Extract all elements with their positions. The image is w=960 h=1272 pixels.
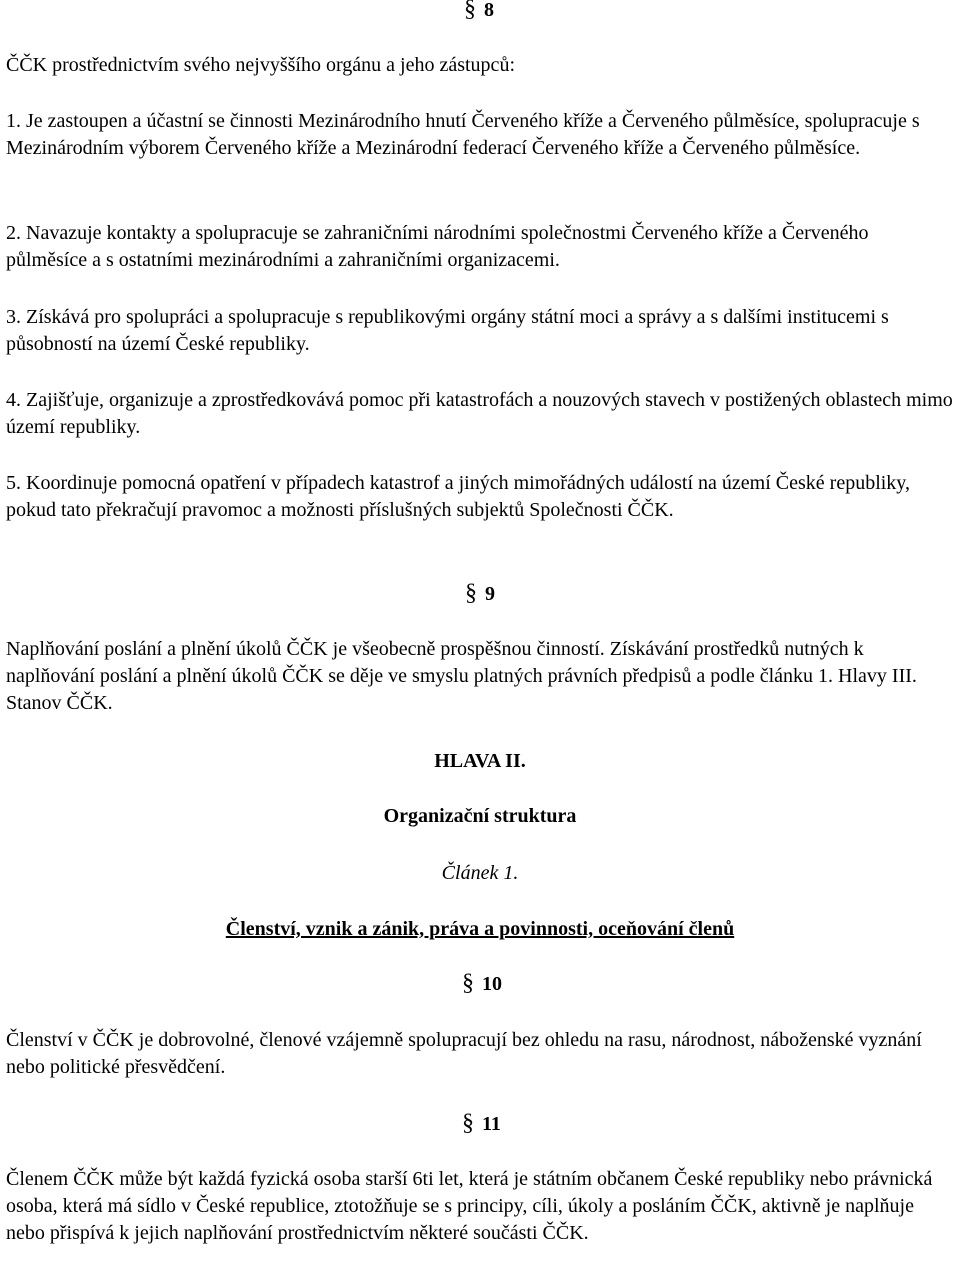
list-item [6,304,954,358]
paragraph-11-text: Členem ČČK může být každá fyzická osoba starší 6ti let, která je státním občanem České republiky nebo právnická osoba, která má sídlo v České republice, ztotožňuje se s principy, cíli, úkoly a posláním ČČK, aktivně je naplňuje nebo přispívá k jejich naplňování prostřednictvím některé součásti ČČK. [6,1168,933,1244]
section-8-heading [464,0,494,24]
chapter-title: Organizační struktura [383,805,577,827]
article-heading: Článek 1. [441,862,519,884]
item-2-text: 2. Navazuje kontakty a spolupracuje se zahraničními národními společnostmi Červeného kříže a Červeného půlměsíce a s ostatními mezinárodními a zahraničními organizacemi. [6,222,869,271]
item-5-text: 5. Koordinuje pomocná opatření v případech katastrof a jiných mimořádných událostí na území České republiky, pokud tato překračují pravomoc a možnosti příslušných subjektů Společnosti ČČK. [6,472,911,521]
item-1-text: 1. Je zastoupen a účastní se činnosti Mezinárodního hnutí Červeného kříže a Červeného půlměsíce, spolupracuje s Mezinárodním výborem Červeného kříže a Mezinárodní federací Červeného kříže a Červeného půlměsíce. [6,110,920,159]
section-symbol: § [462,970,474,996]
paragraph-9-text: Naplňování poslání a plnění úkolů ČČK je všeobecně prospěšnou činností. Získávání prostředků nutných k naplňování poslání a plnění úkolů ČČK se děje ve smyslu platných právních předpisů a podle článku 1. Hlavy III. Stanov ČČK. [6,638,917,714]
intro-text: ČČK prostřednictvím svého nejvyššího orgánu a jeho zástupců: [6,54,515,76]
section-number: 9 [485,583,495,605]
section-11-heading [462,1110,501,1138]
list-item [6,108,954,162]
paragraph-11 [6,1166,954,1247]
section-symbol: § [465,580,477,606]
paragraph-9 [6,636,954,717]
paragraph-10-text: Členství v ČČK je dobrovolné, členové vzájemně spolupracují bez ohledu na rasu, národnost, náboženské vyznání nebo politické přesvědčení. [6,1029,922,1078]
paragraph-10 [6,1027,954,1081]
chapter-heading: HLAVA II. [434,750,526,772]
item-3-text: 3. Získává pro spolupráci a spolupracuje s republikovými orgány státní moci a správy a s dalšími institucemi s působností na území České republiky. [6,306,889,355]
section-number: 10 [482,973,502,995]
section-number: 8 [484,0,494,21]
section-9-heading [465,580,495,608]
article-title: Členství, vznik a zánik, práva a povinnosti, oceňování členů [225,918,735,940]
list-item [6,220,954,274]
section-symbol: § [462,1110,474,1136]
section-symbol: § [464,0,476,22]
section-10-heading [462,970,502,998]
intro-paragraph [6,52,954,79]
list-item [6,387,954,441]
section-number: 11 [482,1113,501,1135]
item-4-text: 4. Zajišťuje, organizuje a zprostředkovává pomoc při katastrofách a nouzových stavech v postižených oblastech mimo území republiky. [6,389,953,438]
list-item [6,470,954,524]
